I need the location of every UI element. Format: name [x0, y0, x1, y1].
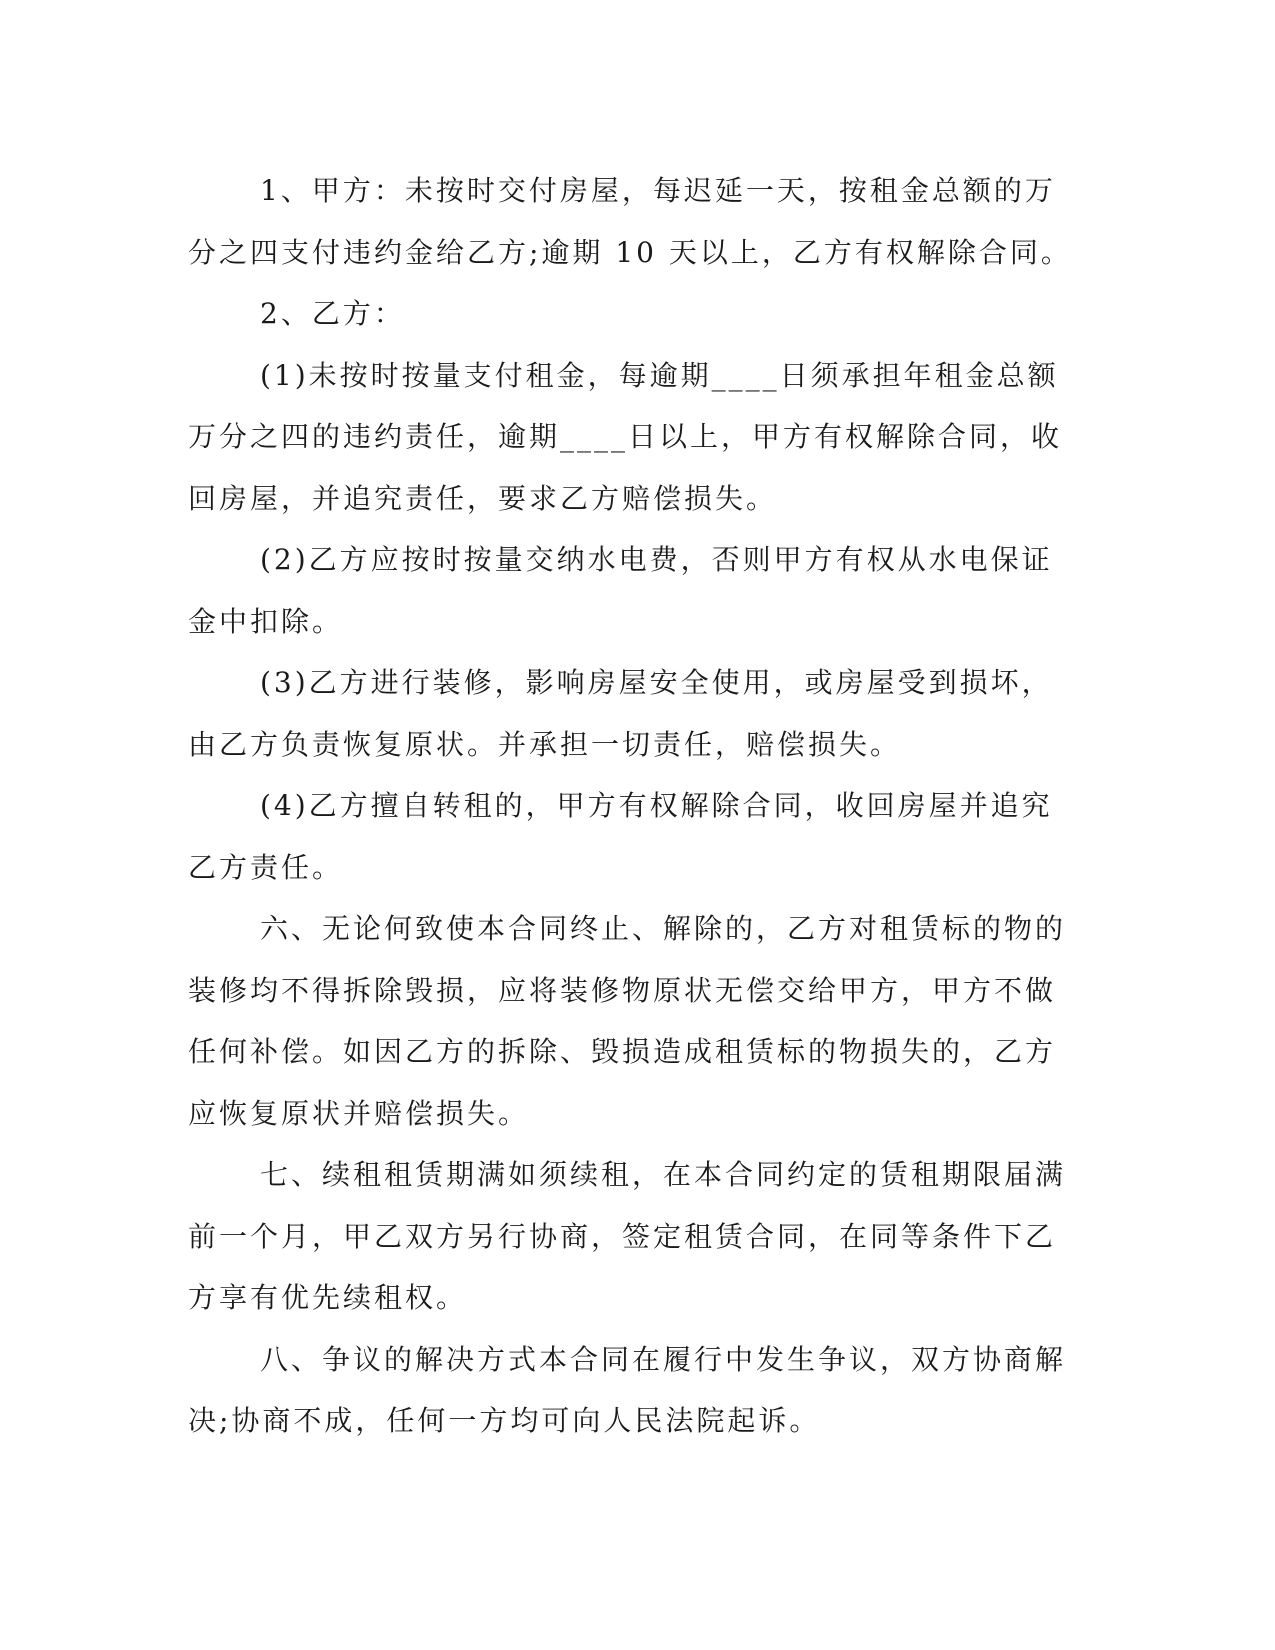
clause-party-b-utilities: (2)乙方应按时按量交纳水电费，否则甲方有权从水电保证金中扣除。 [188, 543, 1053, 638]
document-body [188, 160, 1078, 1452]
clause-party-b-rent-overdue: (1)未按时按量支付租金，每逾期____日须承担年租金总额万分之四的违约责任，逾期____日以上，甲方有权解除合同，收回房屋，并追究责任，要求乙方赔偿损失。 [188, 358, 1063, 515]
clause-party-b-renovation: (3)乙方进行装修，影响房屋安全使用，或房屋受到损坏，由乙方负责恢复原状。并承担一切责任，赔偿损失。 [188, 666, 1053, 761]
clause-eight-dispute: 八、争议的解决方式本合同在履行中发生争议，双方协商解决;协商不成，任何一方均可向人民法院起诉。 [188, 1342, 1067, 1437]
clause-seven-renewal: 七、续租租赁期满如须续租，在本合同约定的赁租期限届满前一个月，甲乙双方另行协商，签定租赁合同，在同等条件下乙方享有优先续租权。 [188, 1158, 1067, 1314]
clause-party-b-sublease: (4)乙方擅自转租的，甲方有权解除合同，收回房屋并追究乙方责任。 [188, 789, 1053, 884]
clause-party-a-penalty: 1、甲方：未按时交付房屋，每迟延一天，按租金总额的万分之四支付违约金给乙方;逾期 10 天以上，乙方有权解除合同。 [188, 174, 1072, 269]
clause-party-b-heading: 2、乙方： [260, 297, 405, 330]
clause-six-termination: 六、无论何致使本合同终止、解除的，乙方对租赁标的物的装修均不得拆除毁损，应将装修物原状无偿交给甲方，甲方不做任何补偿。如因乙方的拆除、毁损造成租赁标的物损失的，乙方应恢复原状并赔偿损失。 [188, 912, 1067, 1130]
